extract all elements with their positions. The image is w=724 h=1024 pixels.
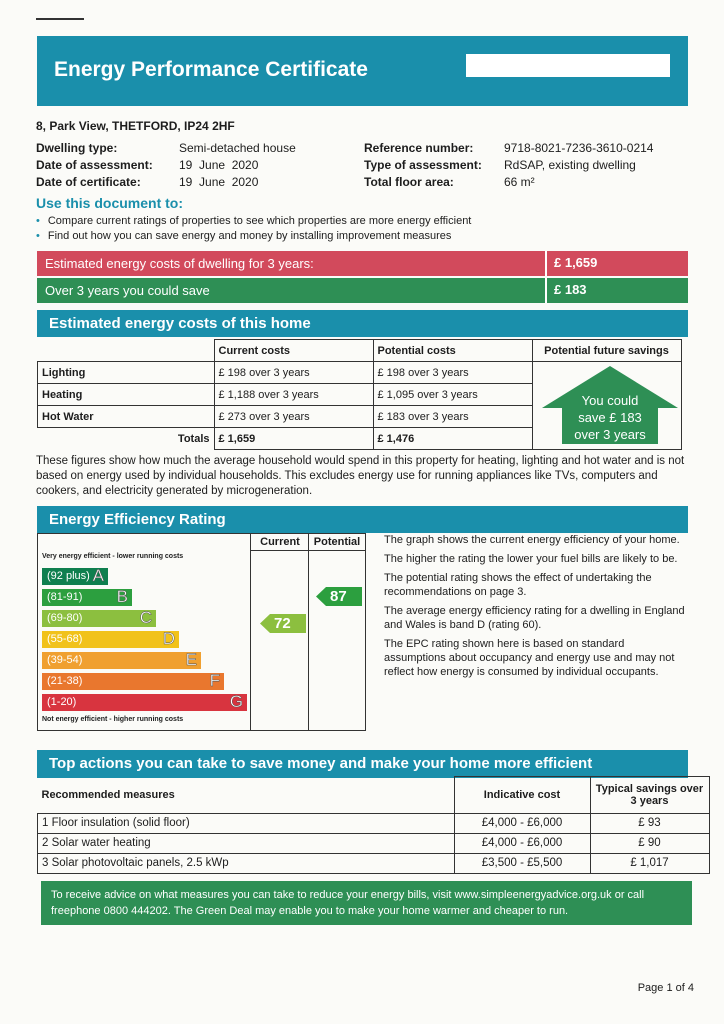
savings-line-3: over 3 years [574, 427, 646, 442]
band-b [42, 589, 132, 606]
page-corner-mark [36, 18, 84, 20]
measure-name: 3 Solar photovoltaic panels, 2.5 kWp [38, 853, 455, 873]
band-range: (21-38) [47, 675, 83, 687]
band-c [42, 610, 156, 627]
title-banner [37, 36, 688, 106]
use-bullet-text: Compare current ratings of properties to see which properties are more energy efficient [47, 215, 472, 227]
band-a [42, 568, 108, 585]
savings-arrow-icon [540, 364, 680, 446]
rating-para-2: The higher the rating the lower your fuel bills are likely to be. [384, 553, 678, 565]
assessment-type-value: RdSAP, existing dwelling [504, 158, 636, 172]
band-letter: D [162, 629, 175, 648]
band-range: (92 plus) [47, 570, 90, 582]
savings-label: Over 3 years you could save [45, 283, 210, 298]
advice-text: To receive advice on what measures you can take to reduce your energy bills, visit www.simpleenergyadvice.org.uk or call freephone 0800 444202. The Green Deal may enable you to make your home warmer and cheaper to run. [51, 889, 645, 917]
chart-divider [308, 534, 309, 730]
savings-line-1: You could [581, 393, 639, 408]
band-letter: E [185, 650, 197, 669]
page-number: Page 1 of 4 [637, 982, 694, 994]
dwelling-type-value: Semi-detached house [179, 141, 296, 155]
band-letter: F [209, 671, 220, 690]
row-current: £ 1,188 over 3 years [214, 384, 373, 406]
row-potential: £ 1,095 over 3 years [373, 384, 532, 406]
rating-section-header [37, 506, 688, 533]
col-typical-savings: Typical savings over 3 years [590, 777, 709, 814]
table-row [38, 833, 710, 853]
measure-name: 2 Solar water heating [38, 833, 455, 853]
totals-label: Totals [38, 428, 215, 450]
actions-table [37, 776, 710, 874]
potential-rating-value: 87 [330, 588, 347, 605]
dwelling-type-label: Dwelling type: [36, 141, 118, 155]
use-bullet-2 [36, 230, 451, 242]
chart-divider [250, 550, 365, 551]
certificate-date-label: Date of certificate: [36, 175, 141, 189]
estimated-cost-bar [37, 251, 688, 276]
rating-para-4: The average energy efficiency rating for a dwelling in England and Wales is band D (rating 60). [384, 605, 685, 631]
dwelling-type-row [36, 141, 296, 158]
row-current: £ 273 over 3 years [214, 406, 373, 428]
table-row [38, 813, 710, 833]
band-range: (1-20) [47, 696, 77, 708]
rating-para-1: The graph shows the current energy efficiency of your home. [384, 534, 680, 546]
row-label: Heating [38, 384, 215, 406]
measure-saving: £ 93 [590, 813, 709, 833]
savings-line-2: save £ 183 [578, 410, 642, 425]
measure-cost: £4,000 - £6,000 [454, 813, 590, 833]
assessment-date-row [36, 158, 258, 175]
current-rating-value: 72 [274, 615, 291, 632]
band-e [42, 652, 201, 669]
savings-value: £ 183 [554, 282, 587, 297]
efficient-label: Very energy efficient - lower running costs [42, 553, 184, 560]
costs-heading: Estimated energy costs of this home [49, 315, 311, 332]
row-label: Hot Water [38, 406, 215, 428]
bullet-icon: • [36, 215, 40, 227]
use-heading: Use this document to: [36, 195, 184, 211]
band-letter: C [139, 608, 152, 627]
measure-saving: £ 90 [590, 833, 709, 853]
page-title: Energy Performance Certificate [54, 58, 368, 81]
reference-row [364, 141, 653, 158]
floor-area-label: Total floor area: [364, 175, 454, 189]
actions-section-header [37, 750, 688, 778]
bullet-icon: • [36, 230, 40, 242]
col-current-rating: Current [260, 536, 300, 548]
band-range: (39-54) [47, 654, 83, 666]
use-bullet-text: Find out how you can save energy and money by installing improvement measures [47, 230, 452, 242]
property-address: 8, Park View, THETFORD, IP24 2HF [36, 119, 235, 133]
chart-divider [250, 534, 251, 730]
use-bullet-1 [36, 215, 471, 227]
savings-bar [37, 278, 688, 303]
band-range: (81-91) [47, 591, 83, 603]
reference-label: Reference number: [364, 141, 474, 155]
potential-rating-arrow [316, 587, 362, 606]
col-potential-rating: Potential [313, 536, 361, 548]
col-measures: Recommended measures [38, 777, 455, 814]
totals-potential: £ 1,476 [373, 428, 532, 450]
band-letter: A [92, 566, 104, 585]
bar-divider [545, 251, 547, 276]
band-d [42, 631, 179, 648]
totals-current: £ 1,659 [214, 428, 373, 450]
certificate-date-value: 19 June 2020 [179, 175, 259, 189]
col-indicative-cost: Indicative cost [454, 777, 590, 814]
floor-area-row [364, 175, 535, 192]
band-g [42, 694, 247, 711]
efficiency-chart [37, 533, 366, 731]
col-future-savings: Potential future savings [532, 340, 681, 362]
costs-section-header [37, 310, 688, 337]
measure-cost: £4,000 - £6,000 [454, 833, 590, 853]
rating-heading: Energy Efficiency Rating [49, 511, 226, 528]
rating-explanations [384, 533, 688, 679]
band-range: (55-68) [47, 633, 83, 645]
measure-cost: £3,500 - £5,500 [454, 853, 590, 873]
rating-para-3: The potential rating shows the effect of undertaking the recommendations on page 3. [384, 572, 652, 598]
band-letter: B [116, 587, 128, 606]
band-f [42, 673, 224, 690]
estimated-cost-label: Estimated energy costs of dwelling for 3 years: [45, 256, 314, 271]
row-potential: £ 183 over 3 years [373, 406, 532, 428]
row-current: £ 198 over 3 years [214, 362, 373, 384]
current-rating-arrow [260, 614, 306, 633]
floor-area-value: 66 m² [504, 175, 535, 189]
measure-saving: £ 1,017 [590, 853, 709, 873]
row-potential: £ 198 over 3 years [373, 362, 532, 384]
actions-heading: Top actions you can take to save money and make your home more efficient [49, 755, 593, 772]
title-blank-box [466, 54, 670, 77]
advice-banner [41, 881, 692, 925]
estimated-cost-value: £ 1,659 [554, 255, 598, 270]
measure-name: 1 Floor insulation (solid floor) [38, 813, 455, 833]
bar-divider [545, 278, 547, 303]
costs-header-blank [38, 340, 215, 362]
assessment-date-value: 19 June 2020 [179, 158, 259, 172]
reference-value: 9718-8021-7236-3610-0214 [504, 141, 654, 155]
band-range: (69-80) [47, 612, 83, 624]
rating-para-5: The EPC rating shown here is based on standard assumptions about occupancy and energy use and may not reflect how energy is consumed by individual occupants. [384, 638, 675, 678]
assessment-date-label: Date of assessment: [36, 158, 153, 172]
table-row [38, 853, 710, 873]
col-potential-costs: Potential costs [373, 340, 532, 362]
inefficient-label: Not energy efficient - higher running costs [42, 716, 184, 723]
col-current-costs: Current costs [214, 340, 373, 362]
certificate-date-row [36, 175, 258, 192]
assessment-type-row [364, 158, 636, 175]
row-label: Lighting [38, 362, 215, 384]
assessment-type-label: Type of assessment: [364, 158, 482, 172]
costs-note: These figures show how much the average household would spend in this property for heating, lighting and hot water and is not based on energy used by individual households. This excludes energy use for running appliances like TVs, computers and cookers, and electricity generated by microgeneration. [36, 455, 685, 497]
band-letter: G [229, 692, 243, 711]
